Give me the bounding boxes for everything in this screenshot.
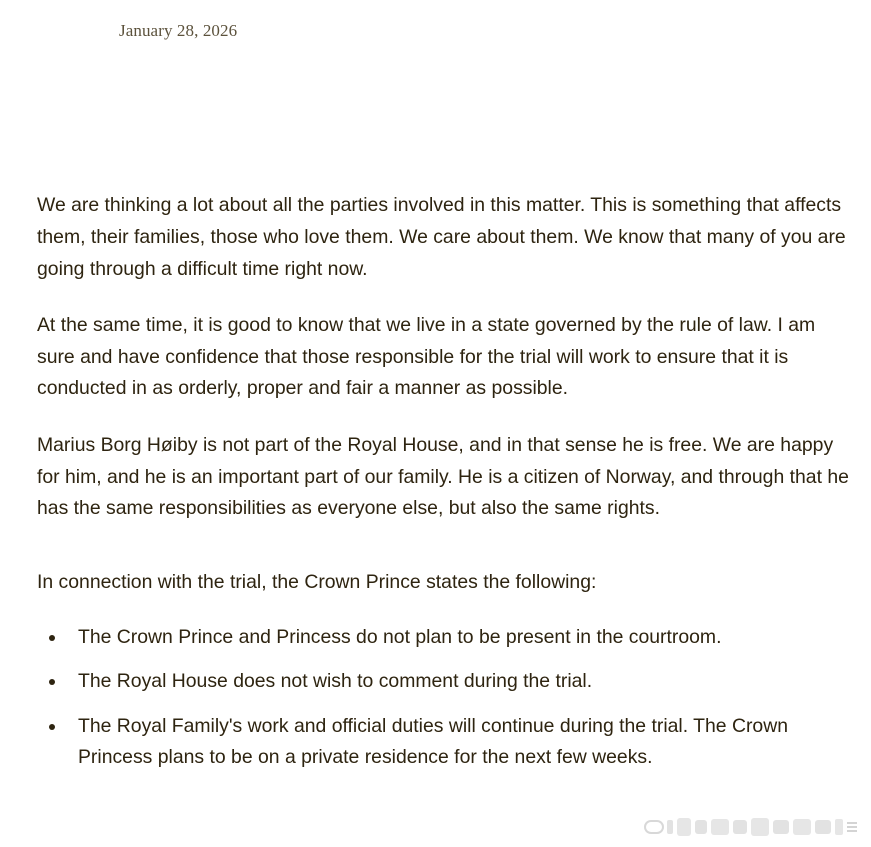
list-item-text: The Crown Prince and Princess do not plan to be present in the courtroom. (78, 625, 722, 648)
list-item (37, 622, 855, 654)
paragraph: We are thinking a lot about all the parties involved in this matter. This is something that affects them, their families, those who love them. We care about them. We know that many of you are going through a difficult time right now. (37, 194, 846, 280)
statement-list (37, 622, 855, 774)
article-body (37, 190, 855, 787)
publish-date: January 28, 2026 (119, 21, 238, 40)
paragraph: At the same time, it is good to know that we live in a state governed by the rule of law. I am sure and have confidence that those responsible for the trial will work to ensure that it is conducted in as orderly, proper and fair a manner as possible. (37, 313, 816, 400)
statement-intro: In connection with the trial, the Crown Prince states the following: (37, 571, 597, 594)
bullet-dot-icon (49, 679, 55, 685)
bullet-dot-icon (49, 635, 55, 641)
list-item-text: The Royal House does not wish to comment during the trial. (78, 670, 593, 693)
bullet-dot-icon (49, 724, 55, 730)
list-item (37, 711, 855, 775)
list-item-text: The Royal Family's work and official duties will continue during the trial. The Crown Princess plans to be on a private residence for the next few weeks. (78, 714, 788, 769)
watermark-logo (643, 815, 863, 839)
list-item (37, 666, 855, 698)
paragraph: Marius Borg Høiby is not part of the Royal House, and in that sense he is free. We are happy for him, and he is an important part of our family. He is a citizen of Norway, and through that he has the same responsibilities as everyone else, but also the same rights. (37, 433, 849, 520)
